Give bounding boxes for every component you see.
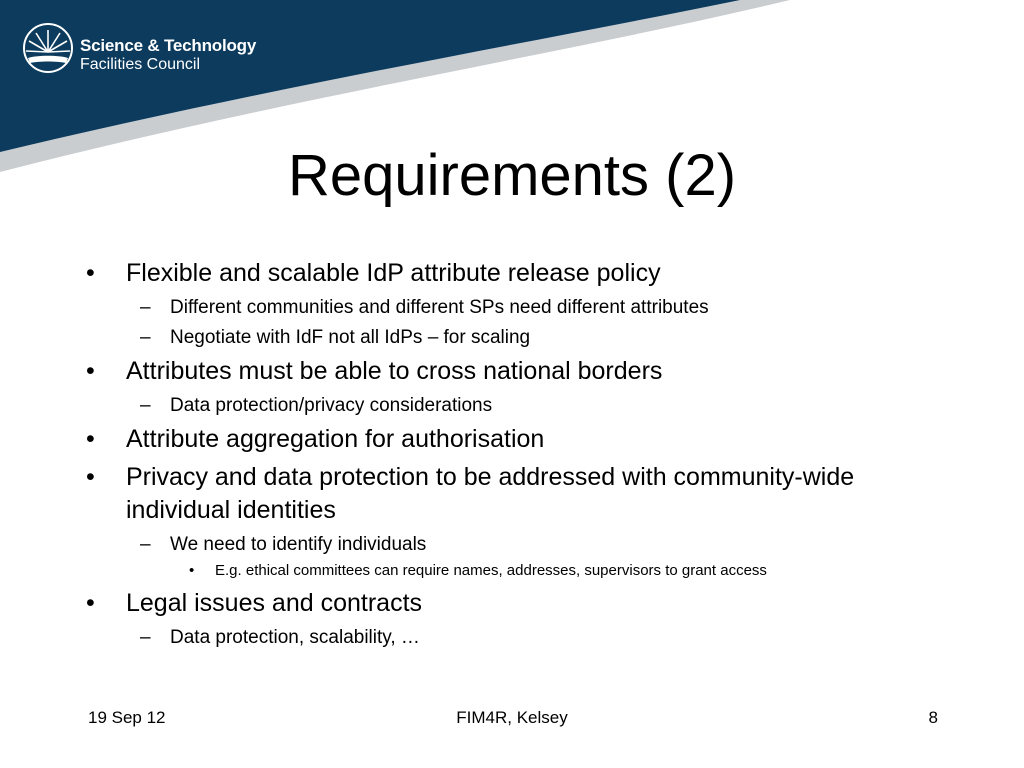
slide-number: 8 [928, 708, 938, 727]
bullet-marker: • [86, 259, 95, 287]
dash-marker: – [140, 534, 151, 555]
sub-bullet-item [82, 532, 922, 557]
stfc-sunburst-icon [22, 22, 74, 74]
sub-bullet-item [82, 393, 922, 418]
sub-bullet-text: We need to identify individuals [170, 534, 427, 555]
bullet-marker: • [86, 589, 95, 617]
bullet-item [82, 461, 922, 527]
footer-center-text: FIM4R, Kelsey [456, 708, 568, 727]
bullet-text: Legal issues and contracts [126, 589, 423, 617]
sub-bullet-text: Different communities and different SPs need different attributes [170, 297, 709, 318]
bullet-item [82, 355, 922, 388]
bullet-item [82, 423, 922, 456]
dash-marker: – [140, 627, 151, 648]
sub-sub-bullet-text: E.g. ethical committees can require names, addresses, supervisors to grant access [215, 562, 767, 579]
sub-bullet-text: Negotiate with IdF not all IdPs – for scaling [170, 327, 531, 348]
sub-bullet-text: Data protection, scalability, … [170, 627, 420, 648]
sub-sub-bullet-item [82, 560, 922, 582]
bullet-marker: • [189, 562, 195, 579]
bullet-text: Attribute aggregation for authorisation [126, 425, 545, 453]
sub-bullet-item [82, 325, 922, 350]
sub-bullet-item [82, 625, 922, 650]
bullet-text: Privacy and data protection to be addressed with community-wide individual identities [126, 463, 855, 524]
bullet-list [82, 252, 922, 650]
dash-marker: – [140, 395, 151, 416]
bullet-marker: • [86, 463, 95, 491]
bullet-item [82, 257, 922, 290]
dash-marker: – [140, 327, 151, 348]
bullet-marker: • [86, 425, 95, 453]
logo-title: Science & Technology [80, 36, 257, 55]
slide-title: Requirements (2) [287, 143, 737, 208]
bullet-text: Attributes must be able to cross national borders [126, 357, 663, 385]
sub-bullet-text: Data protection/privacy considerations [170, 395, 493, 416]
bullet-text: Flexible and scalable IdP attribute release policy [126, 259, 661, 287]
sub-bullet-item [82, 295, 922, 320]
bullet-marker: • [86, 357, 95, 385]
footer-date: 19 Sep 12 [88, 708, 166, 727]
dash-marker: – [140, 297, 151, 318]
bullet-item [82, 587, 922, 620]
logo-subtitle: Facilities Council [80, 56, 201, 73]
